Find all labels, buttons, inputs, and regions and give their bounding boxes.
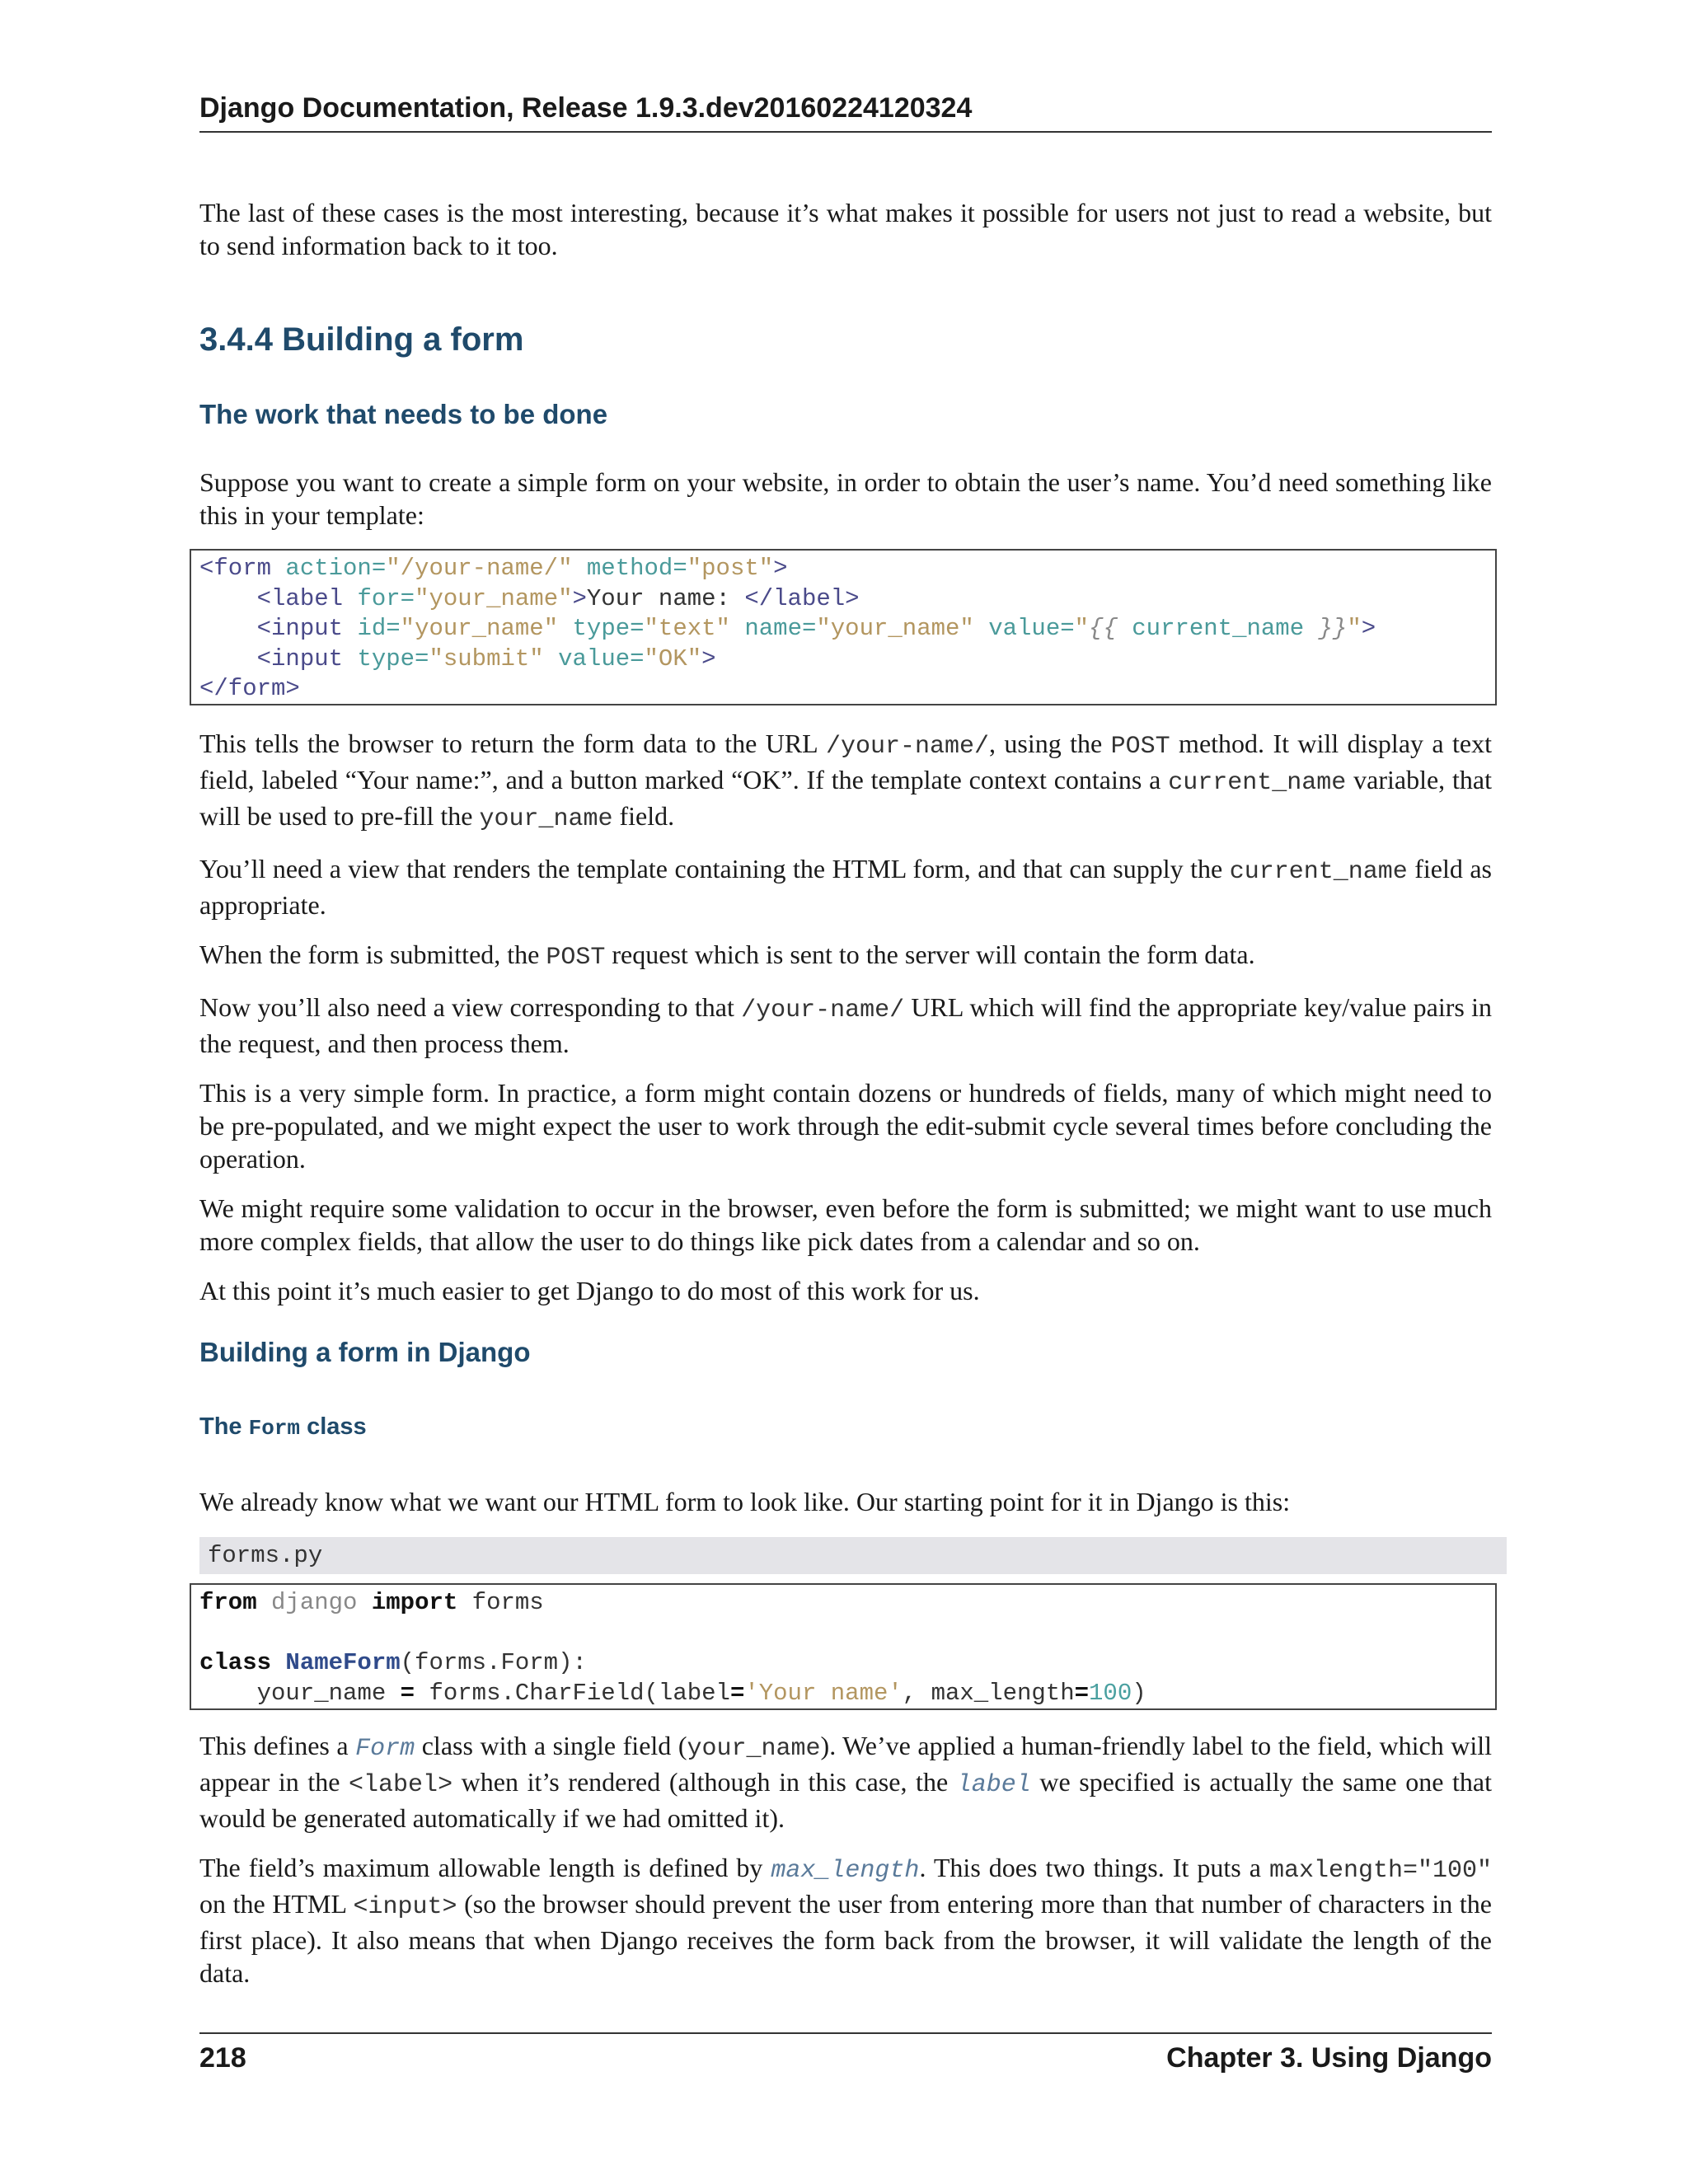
subsection-heading-django: Building a form in Django	[199, 1337, 531, 1367]
paragraph-view: You’ll need a view that renders the template containing the HTML form, and that can supply the current_name field as appropriate.	[199, 854, 1492, 920]
know-block	[199, 1485, 1492, 1535]
chapter-title: Chapter 3. Using Django	[1166, 2042, 1492, 2074]
running-header: Django Documentation, Release 1.9.3.dev20160224120324	[199, 92, 1492, 133]
explanation-block	[199, 727, 1492, 1324]
intro-block	[199, 196, 1492, 279]
subsubsection-heading-form-class: The Form class	[199, 1413, 367, 1441]
code-caption-forms-py: forms.py	[199, 1537, 1507, 1574]
paragraph-defines: This defines a Form class with a single field (your_name). We’ve applied a human-friendly label to the field, which will appear in the <label> when it’s rendered (although in this case, the label we specified is actually the same one that would be generated automatically if we had omitted it).	[199, 1731, 1493, 1833]
paragraph-max-length: The field’s maximum allowable length is defined by max_length. This does two things. It puts a maxlength="100" on the HTML <input> (so the browser should prevent the user from entering more than that number of characters in the first place). It also means that when Django receives the form back from the browser, it will validate the length of the data.	[199, 1853, 1493, 1988]
label-link[interactable]: label	[956, 1771, 1031, 1799]
suppose-block	[199, 466, 1492, 548]
section-heading: 3.4.4 Building a form	[199, 321, 524, 358]
max-length-link[interactable]: max_length	[771, 1857, 920, 1885]
paragraph-suppose: Suppose you want to create a simple form on your website, in order to obtain the user’s name. You’d need something like this in your template:	[199, 467, 1492, 530]
paragraph-submitted: When the form is submitted, the POST request which is sent to the server will contain the form data.	[199, 940, 1255, 972]
defines-block	[199, 1729, 1492, 2006]
paragraph-now: Now you’ll also need a view corresponding to that /your-name/ URL which will find the appropriate key/value pairs in the request, and then process them.	[199, 992, 1493, 1058]
paragraph-validation: We might require some validation to occur in the browser, even before the form is submitted; we might want to use much more complex fields, that allow the user to do things like pick dates from a calendar and so on.	[199, 1193, 1492, 1256]
code-block-html-form: <form action="/your-name/" method="post"> <label for="your_name">Your name: </label> <input id="your_name" type="text" name="your_name" value="{{ current_name }}"> <input type="submit" value="OK"> </form>	[190, 549, 1497, 705]
intro-paragraph: The last of these cases is the most interesting, because it’s what makes it possible for users not just to read a website, but to send information back to it too.	[199, 198, 1492, 260]
subsection-heading-work: The work that needs to be done	[199, 399, 608, 429]
paragraph-tells: This tells the browser to return the form data to the URL /your-name/, using the POST method. It will display a text field, labeled “Your name:”, and a button marked “OK”. If the template context contains a current_name variable, that will be used to pre-fill the your_name field.	[199, 729, 1493, 833]
page-number: 218	[199, 2042, 246, 2074]
page-footer	[199, 2032, 1492, 2074]
code-block-python-form: from django import forms class NameForm(forms.Form): your_name = forms.CharField(label='Your name', max_length=100)	[190, 1583, 1497, 1710]
paragraph-simple: This is a very simple form. In practice, a form might contain dozens or hundreds of fields, many of which might need to be pre-populated, and we might expect the user to work through the edit-submit cycle several times before concluding the operation.	[199, 1078, 1492, 1174]
paragraph-point: At this point it’s much easier to get Django to do most of this work for us.	[199, 1276, 980, 1305]
form-class-link[interactable]: Form	[355, 1735, 415, 1763]
paragraph-know: We already know what we want our HTML form to look like. Our starting point for it in Django is this:	[199, 1487, 1291, 1516]
